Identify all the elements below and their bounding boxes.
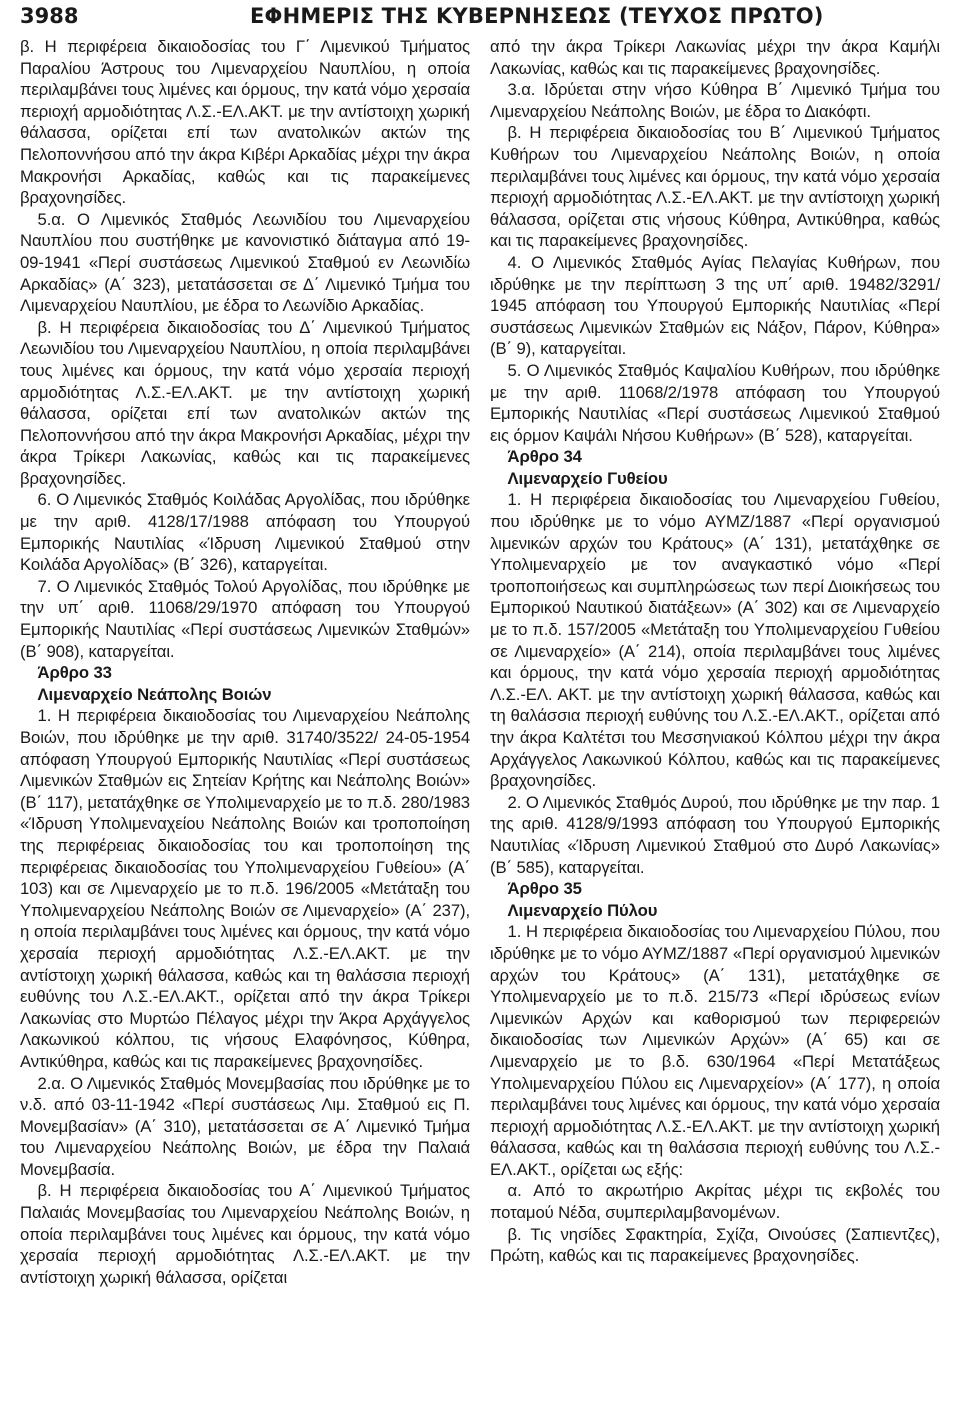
paragraph: β. Η περιφέρεια δικαιοδοσίας του Γ΄ Λιμενικού Τμήματος Παραλίου Άστρους του Λιμεναρχείου Ναυπλίου, η οποία περιλαμβάνει τους λιμένες και όρμους, την κατά νόμο χερσαία περιοχή αρμοδιότητας Λ.Σ.-ΕΛ.ΑΚΤ. με την αντίστοιχη χωρική θάλασσα, ορίζεται επί των ανατολικών ακτών της Πελοποννήσου από την άκρα Κιβέρι Αρκαδίας μέχρι την άκρα Μακρονήσι Αρκαδίας, καθώς και τις παρακείμενες βραχονησίδες.: [20, 37, 470, 208]
gazette-title: ΕΦΗΜΕΡΙΣ ΤΗΣ ΚΥΒΕΡΝΗΣΕΩΣ (ΤΕΥΧΟΣ ΠΡΩΤΟ): [250, 4, 824, 28]
paragraph: 7. Ο Λιμενικός Σταθμός Τολού Αργολίδας, που ιδρύθηκε με την υπ΄ αριθ. 11068/29/1970 απόφαση του Υπουργού Εμπορικής Ναυτιλίας «Περί συστάσεως Λιμενικών Σταθμών» (Β΄ 908), καταργείται.: [20, 576, 470, 661]
paragraph: 5.α. Ο Λιμενικός Σταθμός Λεωνιδίου του Λιμεναρχείου Ναυπλίου που συστήθηκε με κανονιστικό διάταγμα από 19-09-1941 «Περί συστάσεως Λιμενικού Σταθμού εν Λεωνιδίω Αρκαδίας» (Α΄ 323), μετατάσσεται σε Δ΄ Λιμενικό Τμήμα του Λιμεναρχείου Ναυπλίου, με έδρα το Λεωνίδιο Αρκαδίας.: [20, 209, 470, 316]
paragraph: β. Η περιφέρεια δικαιοδοσίας του Δ΄ Λιμενικού Τμήματος Λεωνιδίου του Λιμεναρχείου Ναυπλίου, η οποία περιλαμβάνει τους λιμένες και όρμους, την κατά νόμο χερσαία περιοχή αρμοδιότητας Λ.Σ.-ΕΛ.ΑΚΤ. με την αντίστοιχη χωρική θάλασσα, ορίζεται επί των ανατολικών ακτών της Πελοποννήσου από την άκρα Μακρονήσι Αρκαδίας, μέχρι την άκρα Τρίκερι Λακωνίας, καθώς και τις παρακείμενες βραχονησίδες.: [20, 317, 470, 488]
right-column: [490, 36, 940, 1267]
page-header: [20, 4, 940, 34]
article-33-subtitle: Λιμεναρχείο Νεάπολης Βοιών: [37, 684, 272, 704]
paragraph: 4. Ο Λιμενικός Σταθμός Αγίας Πελαγίας Κυθήρων, που ιδρύθηκε με την περίπτωση 3 της υπ΄ αριθ. 19482/3291/ 1945 απόφαση του Υπουργού Εμπορικής Ναυτιλίας «Περί συστάσεως Λιμενικών Σταθμών εις Νάξον, Πάρον, Κύθηρα» (Β΄ 9), καταργείται.: [490, 252, 940, 359]
paragraph: β. Η περιφέρεια δικαιοδοσίας του Β΄ Λιμενικού Τμήματος Κυθήρων του Λιμεναρχείου Νεάπολης Βοιών, η οποία περιλαμβάνει τους λιμένες και όρμους, την κατά νόμο χερσαία περιοχή αρμοδιότητας Λ.Σ.-ΕΛ.ΑΚΤ. με την αντίστοιχη χωρική θάλασσα, ορίζεται στις νήσους Κύθηρα, Αντικύθηρα, καθώς και τις παρακείμενες βραχονησίδες.: [490, 123, 940, 251]
article-34-subtitle: Λιμεναρχείο Γυθείου: [507, 468, 668, 488]
paragraph: 1. Η περιφέρεια δικαιοδοσίας του Λιμεναρχείου Νεάπολης Βοιών, που ιδρύθηκε με την αριθ. 31740/3522/ 24-05-1954 απόφαση Υπουργού Εμπορικής Ναυτιλίας «Περί συστάσεως Λιμενικών Σταθμών εις Σητείαν Κρήτης και Νεάπολης Βοιών» (Β΄ 117), μετατάχθηκε σε Υπολιμεναρχείο με το π.δ. 280/1983 «Ίδρυση Υπολιμεναχείου Νεάπολης Βοιών και τροποποίηση της περιφέρειας δικαιοδοσίας του και τροποποίηση της περιφέρειας δικαιοδοσίας του Υπολιμεναρχείου Γυθείου» (Α΄ 103) και σε Λιμεναρχείο με το π.δ. 196/2005 «Μετάταξη του Υπολιμεναρχείου Νεάπολης Βοιών σε Λιμεναρχείο» (Α΄ 237), η οποία περιλαμβάνει τους λιμένες και όρμους, την κατά νόμο χερσαία περιοχή αρμοδιότητας Λ.Σ.-ΕΛ.ΑΚΤ. με την αντίστοιχη χωρική θάλασσα, καθώς και τη θαλάσσια περιοχή ευθύνης του Λ.Σ.-ΕΛ.ΑΚΤ., ορίζεται από την άκρα Τρίκερι Λακωνίας στο Μυρτώο Πέλαγος μέχρι την Άκρα Αρχάγγελος Λακωνικού κόλπου, τις νήσους Ελαφόνησος, Κύθηρα, Αντικύθηρα, καθώς και τις παρακείμενες βραχονησίδες.: [20, 706, 470, 1071]
article-34-title: Άρθρο 34: [507, 447, 582, 467]
paragraph: από την άκρα Τρίκερι Λακωνίας μέχρι την άκρα Καμήλι Λακωνίας, καθώς και τις παρακείμενες βραχονησίδες.: [490, 37, 940, 78]
article-35-subtitle: Λιμεναρχείο Πύλου: [507, 900, 658, 920]
paragraph: 2. Ο Λιμενικός Σταθμός Δυρού, που ιδρύθηκε με την παρ. 1 της αριθ. 4128/9/1993 απόφαση του Υπουργού Εμπορικής Ναυτιλίας «Ίδρυση Λιμενικού Σταθμού στο Δυρό Λακωνίας» (Β΄ 585), καταργείται.: [490, 792, 940, 877]
paragraph: α. Από το ακρωτήριο Ακρίτας μέχρι τις εκβολές του ποταμού Νέδα, συμπεριλαμβανομένων.: [490, 1181, 940, 1223]
paragraph: 2.α. Ο Λιμενικός Σταθμός Μονεμβασίας που ιδρύθηκε με το ν.δ. από 03-11-1942 «Περί συστάσεως Λιμ. Σταθμού εις Π. Μονεμβασίαν» (Α΄ 310), μετατάσσεται σε Α΄ Λιμενικό Τμήμα του Λιμεναρχείου Νεάπολης Βοιών, με έδρα την Παλαιά Μονεμβασία.: [20, 1073, 470, 1179]
left-column: [20, 36, 470, 1288]
paragraph: 1. Η περιφέρεια δικαιοδοσίας του Λιμεναρχείου Γυθείου, που ιδρύθηκε με το νόμο ΑΥΜΖ/1887 «Περί οργανισμού λιμενικών αρχών του Κράτους» (Α΄ 131), μετατάχθηκε σε Υπολιμεναρχείο με τον αναγκαστικό νόμο «Περί τροποποιήσεως και συμπληρώσεως των περί Διοικήσεως του Εμπορικού Ναυτικού διατάξεων» (Α΄ 302) και σε Λιμεναρχείο με το π.δ. 157/2005 «Μετάταξη του Υπολιμεναρχείου Γυθείου σε Λιμεναρχείο» (Α΄ 214), οποία περιλαμβάνει τους λιμένες και όρμους, την κατά νόμο χερσαία περιοχή αρμοδιότητας Λ.Σ.-ΕΛ. ΑΚΤ. με την αντίστοιχη χωρική θάλασσα, καθώς και τη θαλάσσια περιοχή ευθύνης του Λ.Σ.-ΕΛ.ΑΚΤ., ορίζεται από την άκρα Καλτέτσι του Μεσσηνιακού Κόλπου μέχρι την άκρα Αρχάγγελος Λακωνικού Κόλπου, καθώς και τις παρακείμενες βραχονησίδες.: [490, 490, 940, 791]
paragraph: 6. Ο Λιμενικός Σταθμός Κοιλάδας Αργολίδας, που ιδρύθηκε με την αριθ. 4128/17/1988 απόφαση του Υπουργού Εμπορικής Ναυτιλίας «Ίδρυση Λιμενικού Σταθμού στην Κοιλάδα Αργολίδας» (Β΄ 326), καταργείται.: [20, 490, 470, 575]
article-35-title: Άρθρο 35: [507, 879, 582, 899]
page-number: 3988: [20, 4, 79, 28]
paragraph: β. Η περιφέρεια δικαιοδοσίας του Α΄ Λιμενικού Τμήματος Παλαιάς Μονεμβασίας του Λιμεναρχείου Νεάπολης Βοιών, η οποία περιλαμβάνει τους λιμένες και όρμους, την κατά νόμο χερσαία περιοχή αρμοδιότητας Λ.Σ.-ΕΛ.ΑΚΤ. με την αντίστοιχη χωρική θάλασσα, ορίζεται: [20, 1181, 470, 1287]
paragraph: 5. Ο Λιμενικός Σταθμός Καψαλίου Κυθήρων, που ιδρύθηκε με την αριθ. 11068/2/1978 απόφαση του Υπουργού Εμπορικής Ναυτιλίας «Περί συστάσεως Λιμενικού Σταθμού εις όρμον Καψάλι Νήσου Κυθήρων» (Β΄ 528), καταργείται.: [490, 360, 940, 445]
article-33-title: Άρθρο 33: [37, 663, 112, 683]
paragraph: 1. Η περιφέρεια δικαιοδοσίας του Λιμεναρχείου Πύλου, που ιδρύθηκε με το νόμο ΑΥΜΖ/1887 «Περί οργανισμού λιμενικών αρχών του Κράτους» (Α΄ 131), μετατάχθηκε σε Υπολιμεναρχείο με το π.δ. 215/73 «Περί ιδρύσεως ενίων Λιμενικών Αρχών και καθορισμού των περιφερειών δικαιοδοσίας των Λιμενικών Αρχών» (Α΄ 65) και σε Λιμεναρχείο με το β.δ. 630/1964 «Περί Μετατάξεως Υπολιμεναρχείου Πύλου εις Λιμεναρχείον» (Α΄ 177), η οποία περιλαμβάνει τους λιμένες και όρμους, την κατά νόμο χερσαία περιοχή αρμοδιότητας Λ.Σ.-ΕΛ.ΑΚΤ. με την αντίστοιχη χωρική θάλασσα, καθώς και τη θαλάσσια περιοχή ευθύνης του Λ.Σ.-ΕΛ.ΑΚΤ., ορίζεται ως εξής:: [490, 922, 940, 1179]
paragraph: β. Τις νησίδες Σφακτηρία, Σχίζα, Οινούσες (Σαπιεντζες), Πρώτη, καθώς και τις παρακείμενες βραχονησίδες.: [490, 1224, 940, 1266]
paragraph: 3.α. Ιδρύεται στην νήσο Κύθηρα Β΄ Λιμενικό Τμήμα του Λιμεναρχείου Νεάπολης Βοιών, με έδρα το Διακόφτι.: [490, 80, 940, 121]
